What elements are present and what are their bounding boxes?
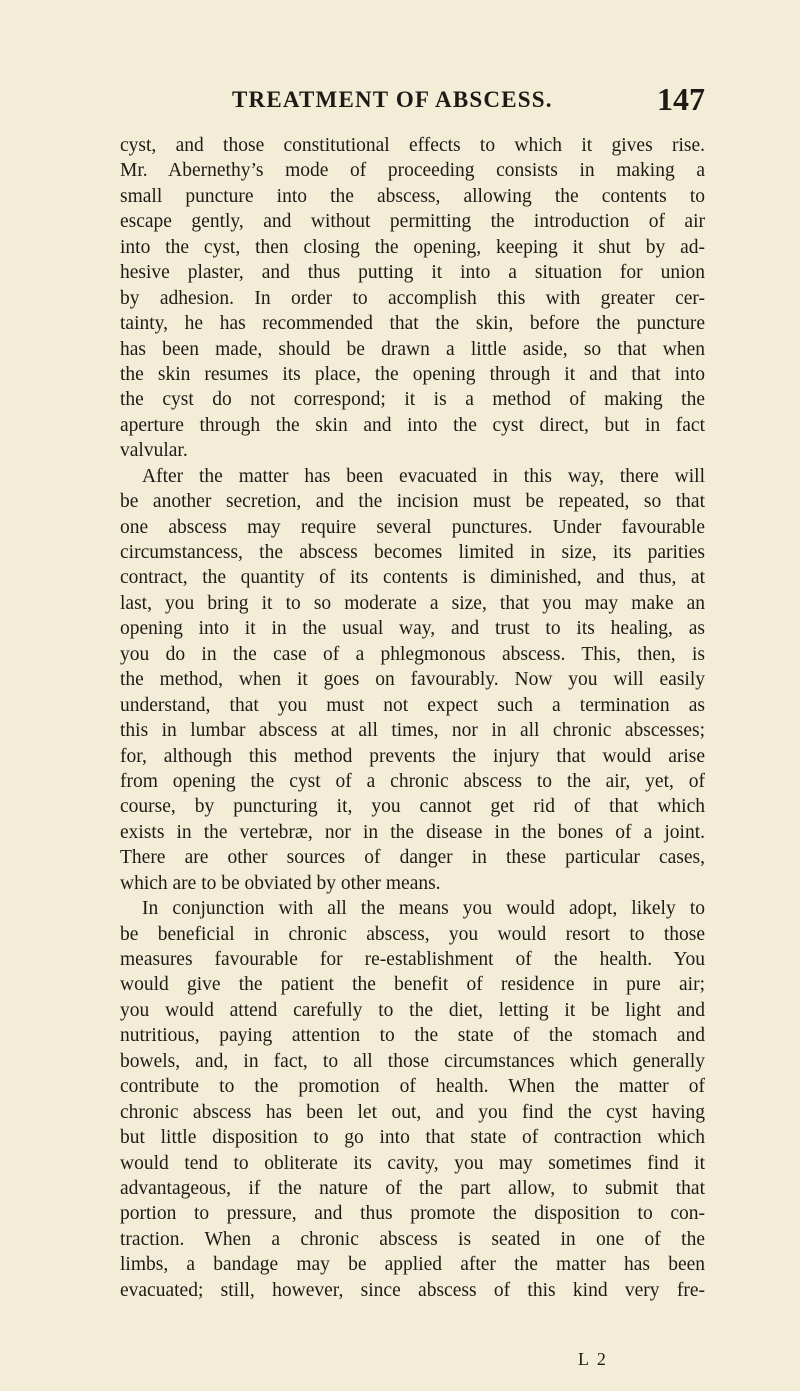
text-line: circumstancess, the abscess becomes limited in size, its parities [120, 542, 705, 563]
page-number: 147 [657, 81, 705, 117]
text-line: evacuated; still, however, since abscess of this kind very fre- [120, 1279, 705, 1301]
signature-mark: L 2 [578, 1349, 608, 1369]
text-line: measures favourable for re-establishment of the health. You [120, 949, 705, 970]
body-text [120, 133, 705, 1303]
text-line: escape gently, and without permitting the introduction of air [120, 211, 705, 233]
text-line: limbs, a bandage may be applied after the matter has been [120, 1254, 705, 1276]
text-line: traction. When a chronic abscess is seated in one of the [120, 1228, 705, 1250]
text-line: tainty, he has recommended that the skin, before the puncture [120, 313, 705, 335]
text-line: the cyst do not correspond; it is a method of making the [120, 389, 705, 411]
text-line: the method, when it goes on favourably. Now you will easily [120, 669, 705, 691]
text-line: has been made, should be drawn a little aside, so that when [120, 338, 705, 360]
text-line: be another secretion, and the incision must be repeated, so that [120, 491, 705, 513]
text-line: be beneficial in chronic abscess, you would resort to those [120, 923, 705, 945]
text-line: would give the patient the benefit of residence in pure air; [120, 974, 705, 996]
text-line: Mr. Abernethy’s mode of proceeding consists in making a [120, 160, 705, 182]
text-line: the skin resumes its place, the opening through it and that into [120, 363, 705, 385]
text-line: one abscess may require several punctures. Under favourable [120, 516, 705, 538]
text-line: There are other sources of danger in these particular cases, [120, 847, 705, 869]
text-line: cyst, and those constitutional effects to which it gives rise. [120, 135, 705, 156]
page-header [120, 81, 705, 121]
text-line: you do in the case of a phlegmonous abscess. This, then, is [120, 643, 705, 665]
text-line: valvular. [120, 440, 188, 462]
text-line: by adhesion. In order to accomplish this with greater cer- [120, 287, 705, 309]
text-line: last, you bring it to so moderate a size, that you may make an [120, 592, 705, 614]
text-line: nutritious, paying attention to the state of the stomach and [120, 1025, 705, 1047]
text-line: After the matter has been evacuated in this way, there will [142, 465, 705, 487]
text-line: In conjunction with all the means you would adopt, likely to [142, 898, 705, 920]
text-line: hesive plaster, and thus putting it into a situation for union [120, 262, 705, 284]
text-line: into the cyst, then closing the opening, keeping it shut by ad- [120, 236, 705, 258]
text-line: contract, the quantity of its contents is diminished, and thus, at [120, 567, 705, 589]
text-line: portion to pressure, and thus promote the disposition to con- [120, 1203, 705, 1225]
text-line: would tend to obliterate its cavity, you may sometimes find it [120, 1152, 705, 1174]
text-line: small puncture into the abscess, allowing the contents to [120, 185, 705, 207]
text-line: you would attend carefully to the diet, letting it be light and [120, 999, 705, 1021]
running-title: TREATMENT OF ABSCESS. [232, 87, 553, 112]
text-line: advantageous, if the nature of the part allow, to submit that [120, 1177, 705, 1199]
text-line: aperture through the skin and into the cyst direct, but in fact [120, 414, 705, 436]
text-line: this in lumbar abscess at all times, nor in all chronic abscesses; [120, 720, 705, 742]
text-line: but little disposition to go into that state of contraction which [120, 1127, 705, 1149]
text-line: understand, that you must not expect such a termination as [120, 694, 705, 716]
text-line: contribute to the promotion of health. When the matter of [120, 1076, 705, 1098]
text-line: bowels, and, in fact, to all those circumstances which generally [120, 1050, 705, 1072]
text-line: from opening the cyst of a chronic abscess to the air, yet, of [120, 770, 705, 792]
text-line: which are to be obviated by other means. [120, 872, 441, 894]
text-line: for, although this method prevents the injury that would arise [120, 745, 705, 767]
text-line: opening into it in the usual way, and trust to its healing, as [120, 618, 705, 640]
text-line: exists in the vertebræ, nor in the disease in the bones of a joint. [120, 821, 705, 843]
text-line: chronic abscess has been let out, and you find the cyst having [120, 1101, 705, 1123]
text-line: course, by puncturing it, you cannot get rid of that which [120, 796, 705, 818]
